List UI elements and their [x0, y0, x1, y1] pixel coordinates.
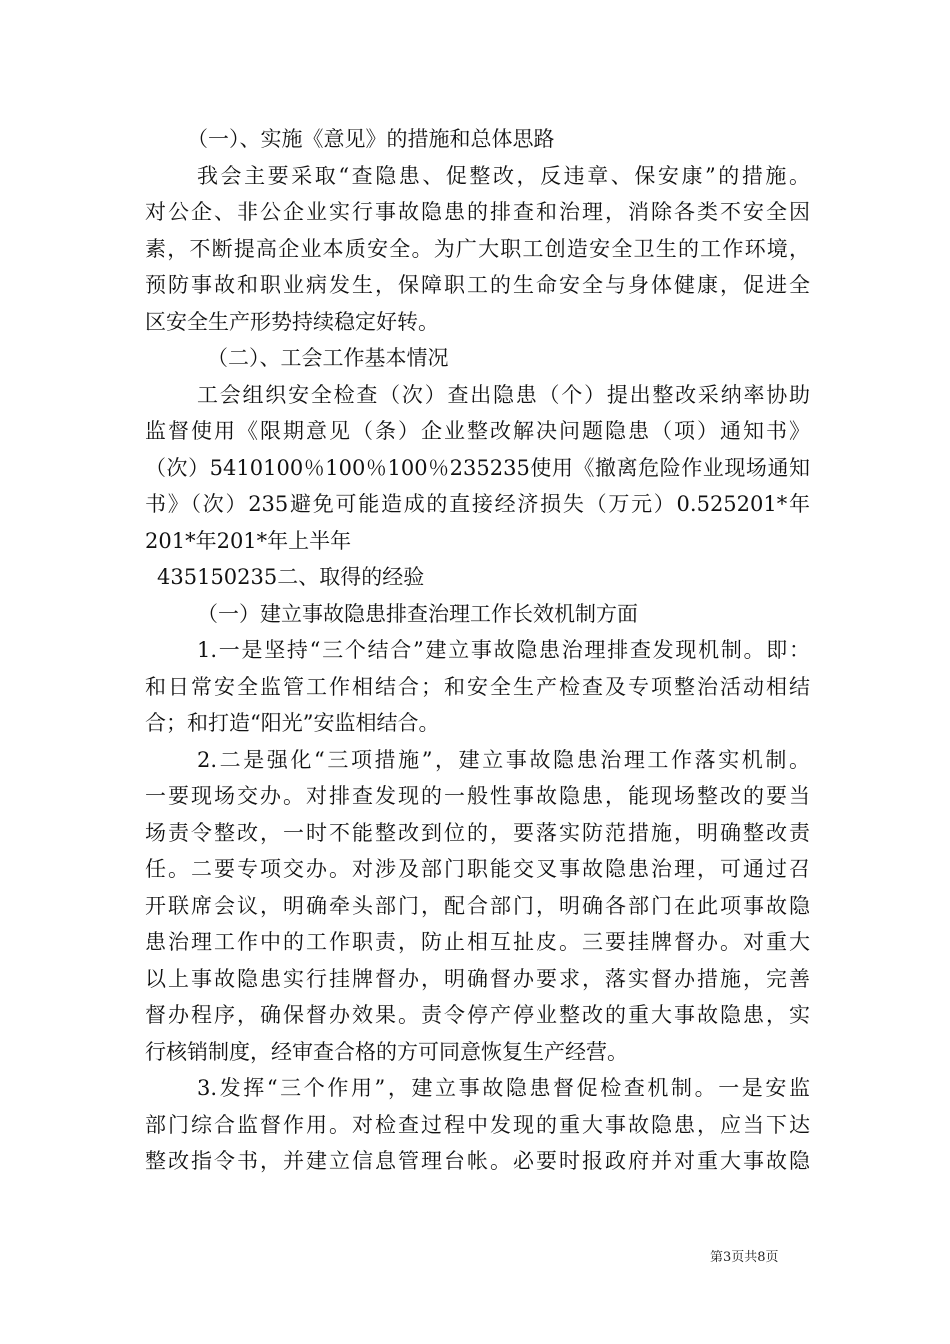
- paragraph-line: 一要现场交办。对排查发现的一般性事故隐患，能现场整改的要当: [145, 784, 810, 808]
- paragraph-line: 开联席会议，明确牵头部门，配合部门，明确各部门在此项事故隐: [145, 893, 810, 918]
- paragraph-line: 对公企、非公企业实行事故隐患的排查和治理，消除各类不安全因: [145, 200, 810, 224]
- heading-union-work: （二）、工会工作基本情况: [207, 346, 449, 370]
- paragraph-line: 工会组织安全检查（次）查出隐患（个）提出整改采纳率协助: [197, 382, 810, 407]
- paragraph-line: 整改指令书，并建立信息管理台帐。必要时报政府并对重大事故隐: [145, 1149, 810, 1173]
- paragraph-line: 任。二要专项交办。对涉及部门职能交叉事故隐患治理，可通过召: [145, 857, 810, 881]
- paragraph-line: 2.二是强化“三项措施”，建立事故隐患治理工作落实机制。: [197, 747, 810, 772]
- paragraph-line: 区安全生产形势持续稳定好转。: [145, 309, 439, 334]
- paragraph-line: 预防事故和职业病发生，保障职工的生命安全与身体健康，促进全: [145, 273, 810, 297]
- paragraph-line: 3.发挥“三个作用”，建立事故隐患督促检查机制。一是安监: [197, 1076, 810, 1100]
- paragraph-line: 部门综合监督作用。对检查过程中发现的重大事故隐患，应当下达: [145, 1112, 810, 1137]
- heading-measures: （一）、实施《意见》的措施和总体思路: [187, 127, 555, 151]
- paragraph-line: 合；和打造“阳光”安监相结合。: [145, 711, 440, 735]
- paragraph-line: （次）5410100％100％100％235235使用《撤离危险作业现场通知: [145, 455, 810, 480]
- paragraph-line: 201*年201*年上半年: [145, 528, 352, 553]
- paragraph-line: 行核销制度，经审查合格的方可同意恢复生产经营。: [145, 1039, 628, 1064]
- paragraph-line: 督办程序，确保督办效果。责令停产停业整改的重大事故隐患，实: [145, 1003, 810, 1027]
- paragraph-line: 我会主要采取“查隐患、促整改，反违章、保安康”的措施。: [197, 163, 810, 188]
- paragraph-line: 素，不断提高企业本质安全。为广大职工创造安全卫生的工作环境，: [145, 236, 810, 261]
- paragraph-line: 书》（次）235避免可能造成的直接经济损失（万元）0.525201*年: [145, 492, 810, 516]
- heading-experience: 435150235二、取得的经验: [157, 565, 425, 589]
- document-body: [145, 121, 810, 1180]
- heading-mechanism: （一）建立事故隐患排查治理工作长效机制方面: [197, 601, 638, 626]
- paragraph-line: 监督使用《限期意见（条）企业整改解决问题隐患（项）通知书》: [145, 419, 810, 443]
- page-number: 第3页共8页: [710, 1250, 779, 1265]
- paragraph-line: 患治理工作中的工作职责，防止相互扯皮。三要挂牌督办。对重大: [145, 930, 810, 954]
- paragraph-line: 和日常安全监管工作相结合；和安全生产检查及专项整治活动相结: [145, 674, 810, 699]
- paragraph-line: 场责令整改，一时不能整改到位的，要落实防范措施，明确整改责: [145, 820, 810, 845]
- paragraph-line: 以上事故隐患实行挂牌督办，明确督办要求，落实督办措施，完善: [145, 966, 810, 991]
- paragraph-line: 1.一是坚持“三个结合”建立事故隐患治理排查发现机制。即：: [197, 638, 810, 662]
